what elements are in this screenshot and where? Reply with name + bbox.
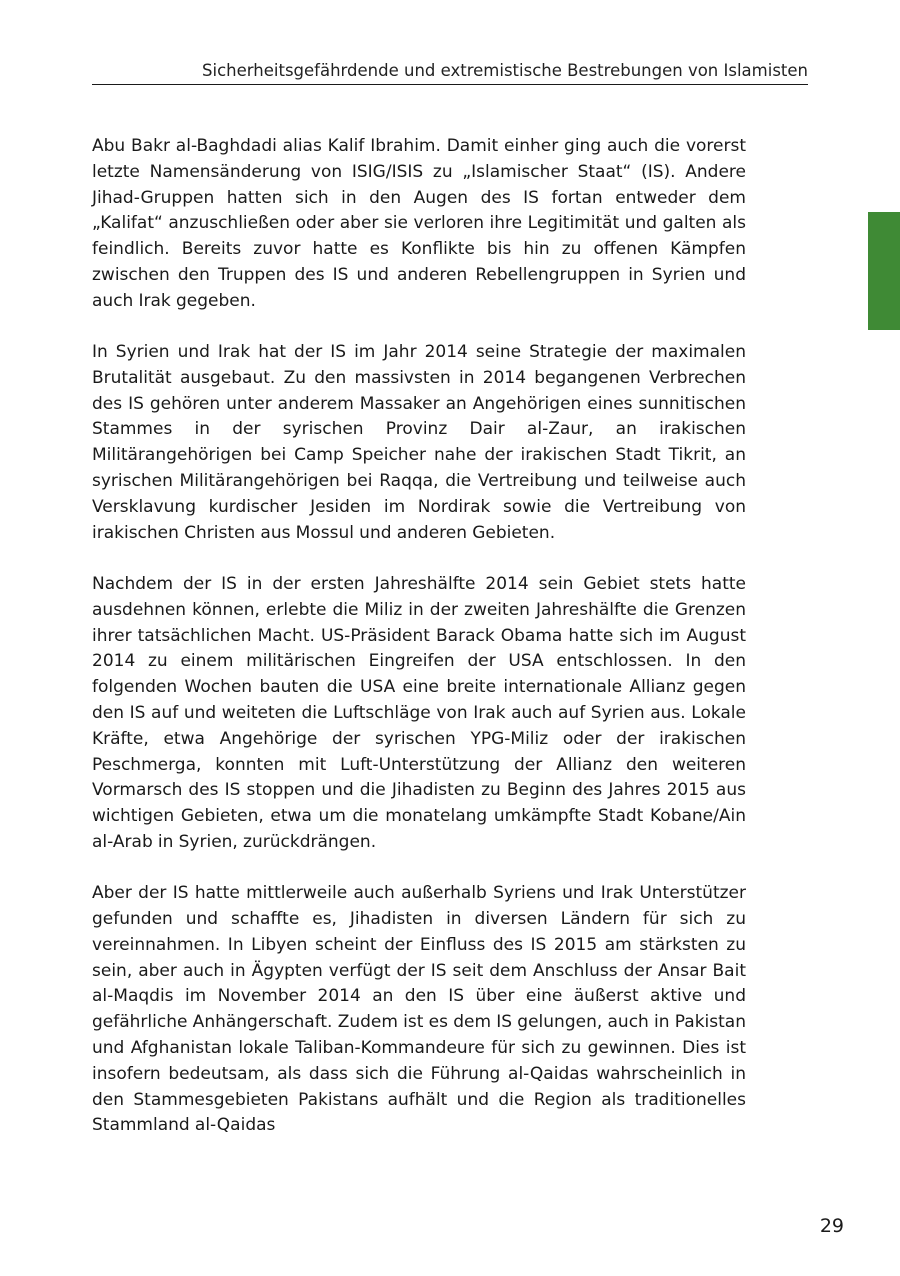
running-header: Sicherheitsgefährdende und extremistische Bestrebungen von Islamisten [202,61,808,80]
paragraph-4: Aber der IS hatte mittlerweile auch außerhalb Syriens und Irak Unterstützer gefunden und schaffte es, Jihadisten in diversen Ländern für sich zu vereinnahmen. In Libyen scheint der Einfluss des IS 2015 am stärksten zu sein, aber auch in Ägypten verfügt der IS seit dem Anschluss der Ansar Bait al-Maqdis im November 2014 an den IS über eine äußerst aktive und gefährliche Anhängerschaft. Zudem ist es dem IS gelungen, auch in Pakistan und Afghanistan lokale Taliban-Kommandeure für sich zu gewinnen. Dies ist insofern bedeutsam, als dass sich die Führung al-Qaidas wahrscheinlich in den Stammesgebieten Pakistans aufhält und die Region als traditionelles Stammland al-Qaidas [92,883,746,1136]
paragraph-3: Nachdem der IS in der ersten Jahreshälfte 2014 sein Gebiet stets hatte ausdehnen können, erlebte die Miliz in der zweiten Jahreshälfte die Grenzen ihrer tatsächlichen Macht. US-Präsident Barack Obama hatte sich im August 2014 zu einem militärischen Eingreifen der USA entschlossen. In den folgenden Wochen bauten die USA eine breite internationale Allianz gegen den IS auf und weiteten die Luftschläge von Irak auch auf Syrien aus. Lokale Kräfte, etwa Angehörige der syrischen YPG-Miliz oder der irakischen Peschmerga, konnten mit Luft-Unterstützung der Allianz den weiteren Vormarsch des IS stoppen und die Jihadisten zu Beginn des Jahres 2015 aus wichtigen Gebieten, etwa um die monatelang umkämpfte Stadt Kobane/Ain al-Arab in Syrien, zurückdrängen. [92,573,746,852]
paragraph-1: Abu Bakr al-Baghdadi alias Kalif Ibrahim. Damit einher ging auch die vorerst letzte Namensänderung von ISIG/ISIS zu „Islamischer Staat“ (IS). Andere Jihad-Gruppen hatten sich in den Augen des IS fortan entweder dem „Kalifat“ anzuschließen oder aber sie verloren ihre Legitimität und galten als feindlich. Bereits zuvor hatte es Konflikte bis hin zu offenen Kämpfen zwischen den Truppen des IS und anderen Rebellengruppen in Syrien und auch Irak gegeben. [92,136,746,311]
paragraph-2: In Syrien und Irak hat der IS im Jahr 2014 seine Strategie der maximalen Brutalität ausgebaut. Zu den massivsten in 2014 begangenen Verbrechen des IS gehören unter anderem Massaker an Angehörigen eines sunnitischen Stammes in der syrischen Provinz Dair al-Zaur, an irakischen Militärangehörigen bei Camp Speicher nahe der irakischen Stadt Tikrit, an syrischen Militärangehörigen bei Raqqa, die Vertreibung und teilweise auch Versklavung kurdischer Jesiden im Nordirak sowie die Vertreibung von irakischen Christen aus Mossul und anderen Gebieten. [92,342,746,543]
body-text [92,134,746,1165]
page-number: 29 [819,1215,844,1237]
header-rule [92,84,808,85]
chapter-marker-tab [868,212,900,330]
